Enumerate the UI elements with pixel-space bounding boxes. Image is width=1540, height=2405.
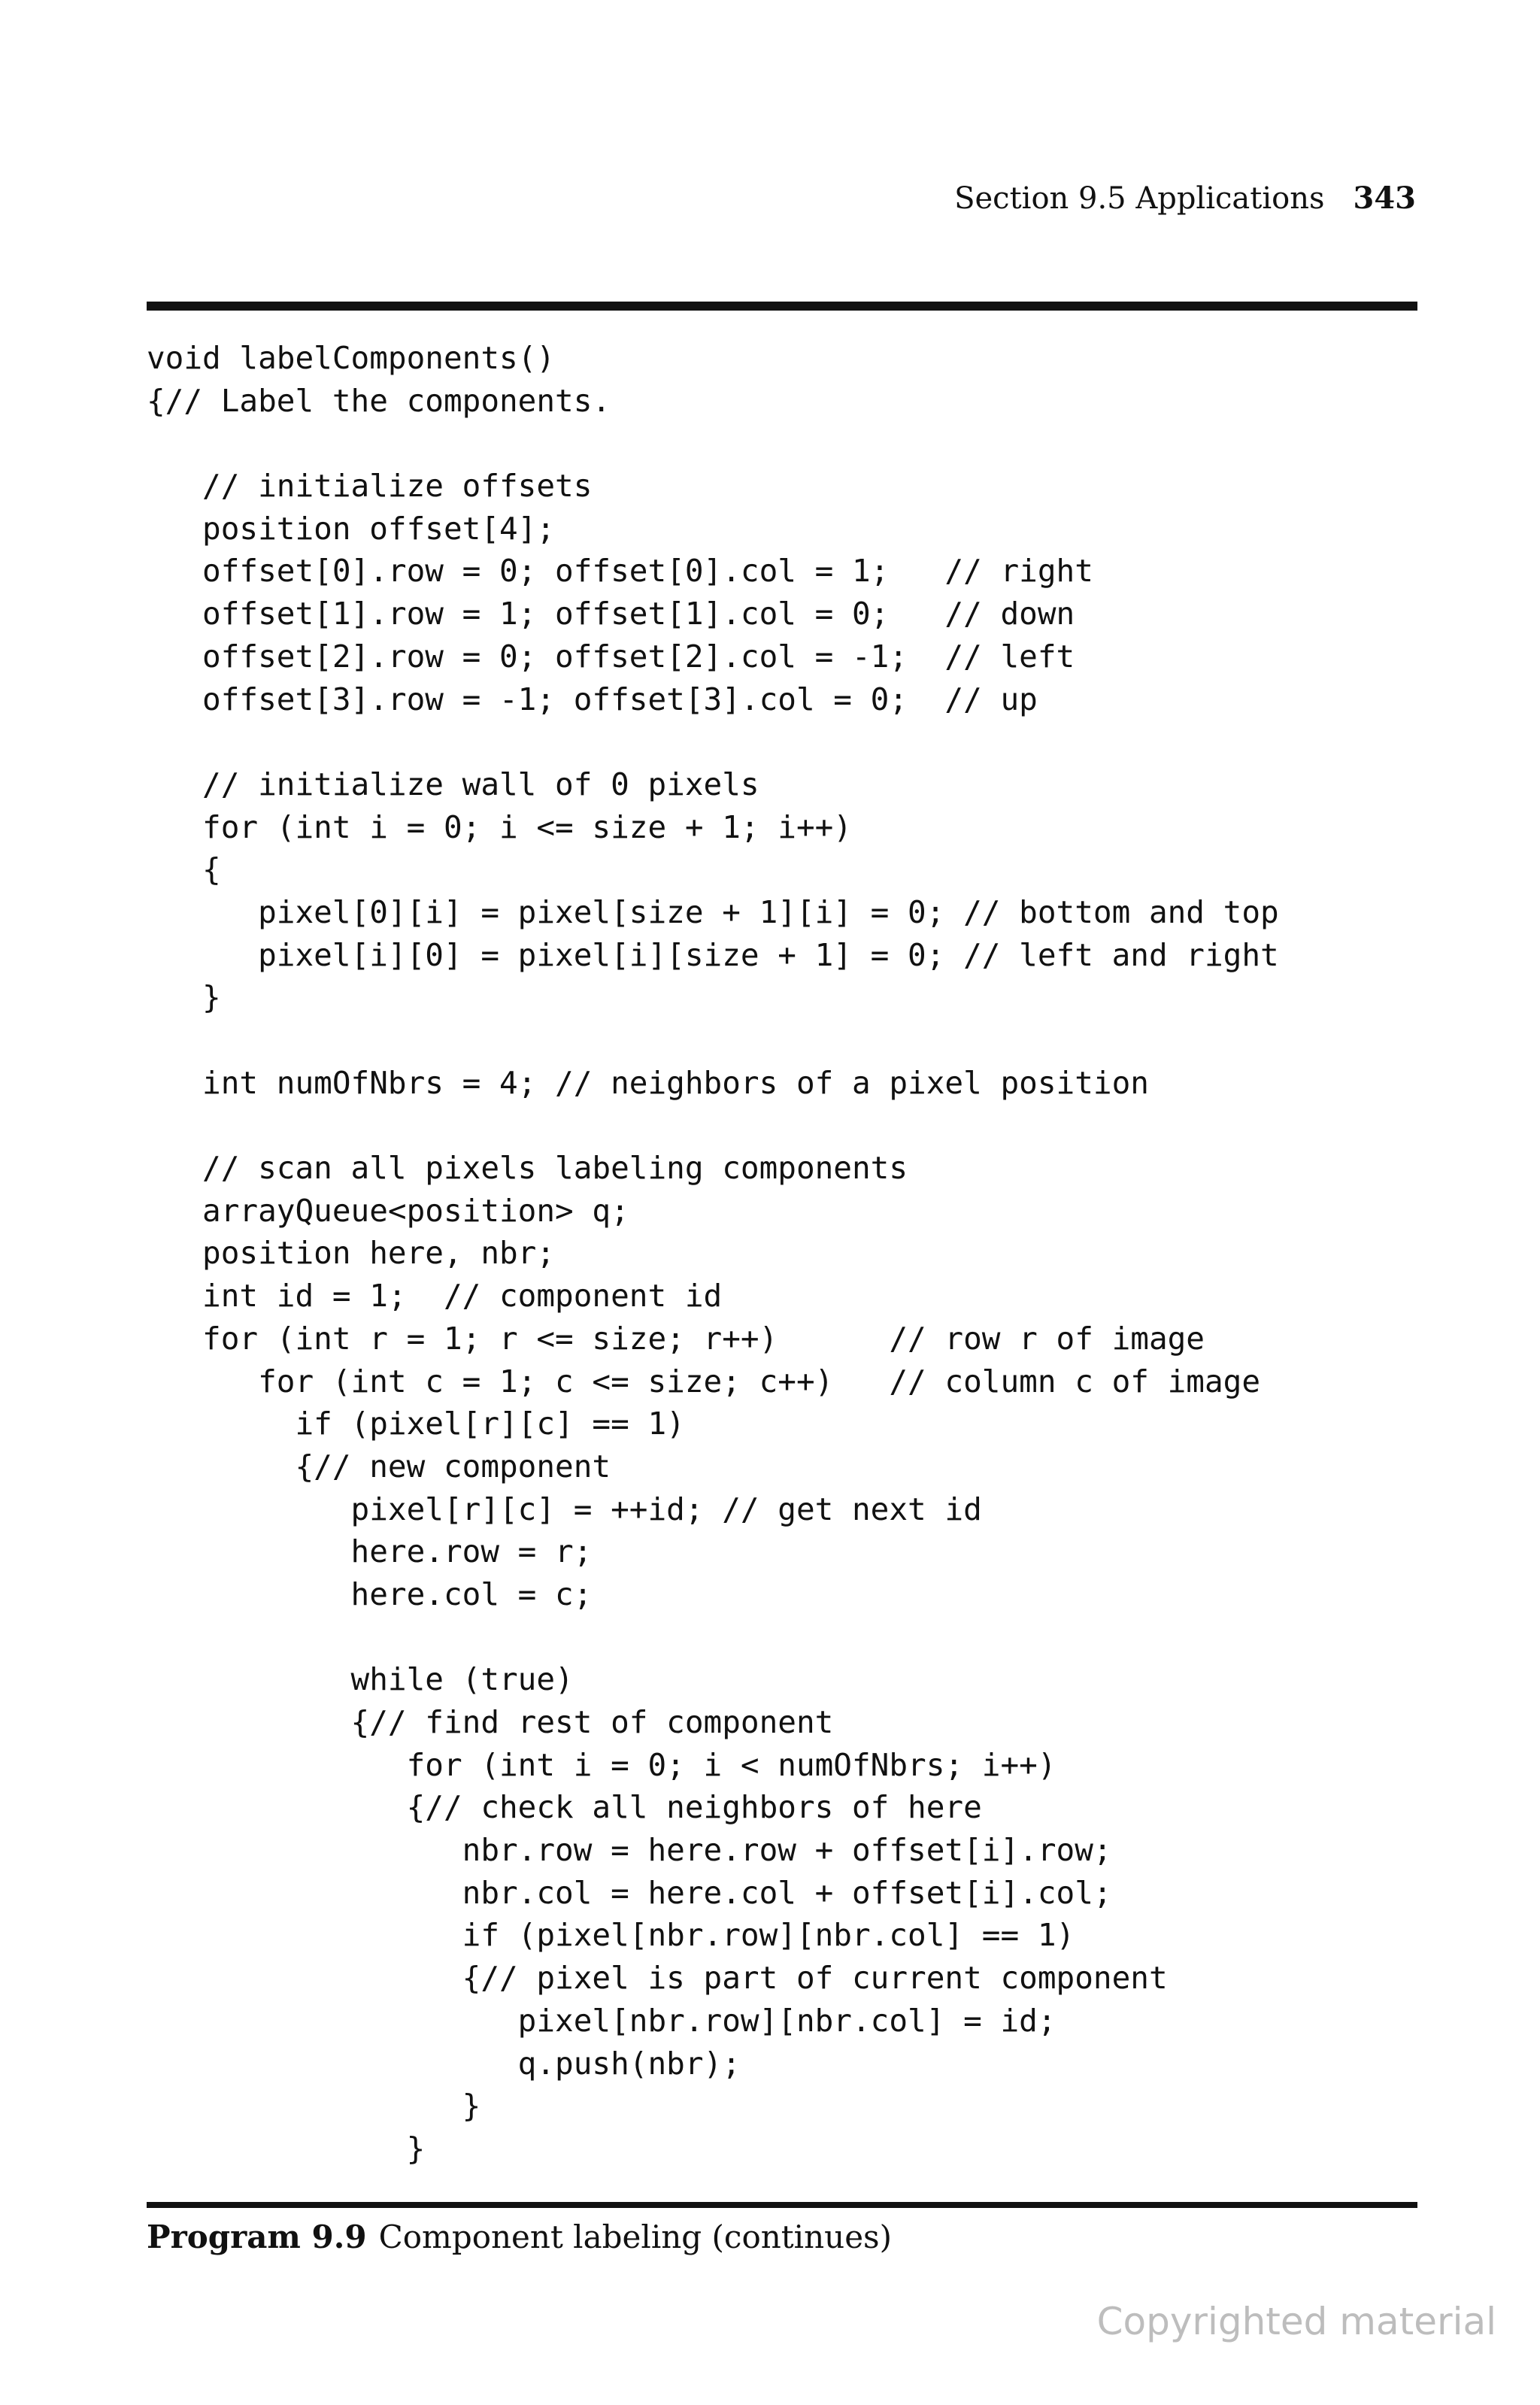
code-line: offset[1].row = 1; offset[1].col = 0; // down bbox=[147, 596, 1075, 632]
bottom-rule bbox=[147, 2202, 1417, 2208]
code-listing bbox=[147, 337, 1279, 2170]
code-line bbox=[147, 1104, 1279, 1147]
code-line bbox=[147, 1616, 1279, 1659]
code-line: int numOfNbrs = 4; // neighbors of a pixel position bbox=[147, 1064, 1149, 1101]
code-line: offset[0].row = 0; offset[0].col = 1; // right bbox=[147, 553, 1093, 590]
code-line: } bbox=[147, 2130, 426, 2167]
code-line bbox=[147, 422, 1279, 465]
code-line: if (pixel[r][c] == 1) bbox=[147, 1406, 685, 1442]
code-line: here.col = c; bbox=[147, 1576, 593, 1612]
code-line: {// find rest of component bbox=[147, 1704, 834, 1740]
code-line: nbr.row = here.row + offset[i].row; bbox=[147, 1832, 1112, 1869]
code-line: position here, nbr; bbox=[147, 1235, 556, 1272]
code-line: pixel[0][i] = pixel[size + 1][i] = 0; // bottom and top bbox=[147, 893, 1279, 930]
code-line: {// check all neighbors of here bbox=[147, 1789, 982, 1826]
code-line: position offset[4]; bbox=[147, 510, 556, 547]
code-line: for (int i = 0; i < numOfNbrs; i++) bbox=[147, 1746, 1056, 1783]
caption-text: Component labeling (continues) bbox=[378, 2218, 892, 2255]
page-header bbox=[954, 180, 1416, 216]
code-line: nbr.col = here.col + offset[i].col; bbox=[147, 1874, 1112, 1911]
code-line: while (true) bbox=[147, 1661, 574, 1698]
code-line: offset[2].row = 0; offset[2].col = -1; // left bbox=[147, 638, 1075, 675]
top-rule bbox=[147, 302, 1417, 311]
program-caption bbox=[147, 2218, 892, 2255]
code-line: void labelComponents() bbox=[147, 340, 556, 376]
code-line: { bbox=[147, 851, 221, 888]
code-line: here.row = r; bbox=[147, 1533, 593, 1570]
code-line: for (int c = 1; c <= size; c++) // column c of image bbox=[147, 1363, 1261, 1400]
code-line: } bbox=[147, 2088, 481, 2124]
code-line: } bbox=[147, 979, 221, 1016]
code-line: for (int i = 0; i <= size + 1; i++) bbox=[147, 808, 852, 845]
code-line: int id = 1; // component id bbox=[147, 1278, 723, 1315]
code-line: for (int r = 1; r <= size; r++) // row r of image bbox=[147, 1320, 1205, 1357]
code-line bbox=[147, 720, 1279, 763]
code-line: {// Label the components. bbox=[147, 382, 611, 419]
code-line: pixel[r][c] = ++id; // get next id bbox=[147, 1491, 982, 1527]
code-line: pixel[nbr.row][nbr.col] = id; bbox=[147, 2002, 1056, 2039]
code-line: pixel[i][0] = pixel[i][size + 1] = 0; // left and right bbox=[147, 936, 1279, 973]
code-line bbox=[147, 1019, 1279, 1062]
code-line: if (pixel[nbr.row][nbr.col] == 1) bbox=[147, 1917, 1075, 1954]
section-title: Section 9.5 Applications bbox=[954, 181, 1325, 216]
watermark: Copyrighted material bbox=[1096, 2300, 1496, 2343]
code-line: // scan all pixels labeling components bbox=[147, 1150, 908, 1187]
code-line: {// new component bbox=[147, 1448, 611, 1485]
code-line: arrayQueue<position> q; bbox=[147, 1192, 629, 1229]
code-line: offset[3].row = -1; offset[3].col = 0; // up bbox=[147, 681, 1038, 717]
caption-label: Program 9.9 bbox=[147, 2218, 367, 2255]
page-number: 343 bbox=[1353, 180, 1416, 216]
code-line: q.push(nbr); bbox=[147, 2045, 741, 2082]
code-line: {// pixel is part of current component bbox=[147, 1960, 1168, 1997]
code-line: // initialize wall of 0 pixels bbox=[147, 766, 759, 802]
code-line: // initialize offsets bbox=[147, 468, 593, 505]
